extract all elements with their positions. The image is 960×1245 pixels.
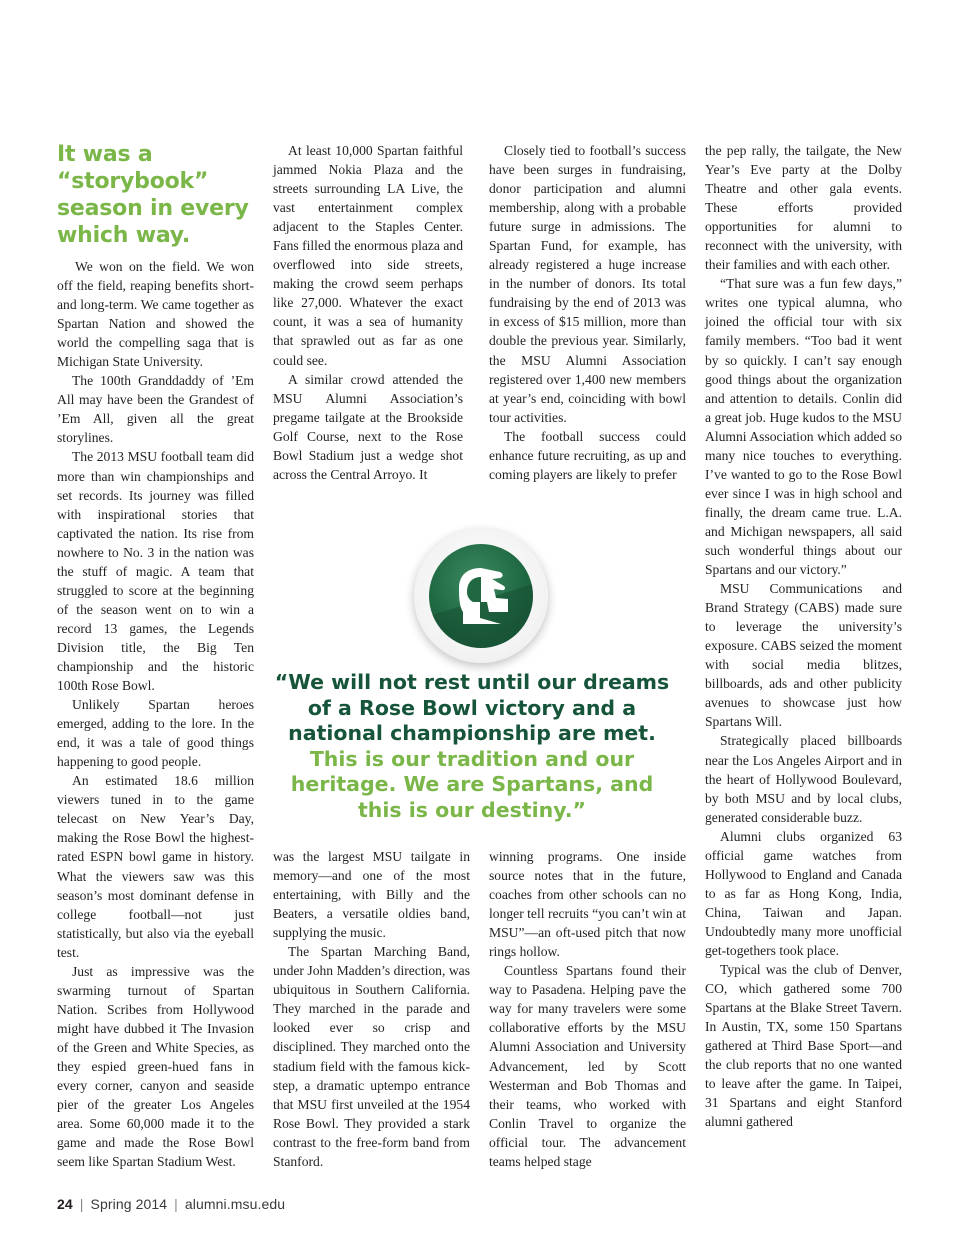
pull-quote [272,670,672,824]
col1-paragraph: The 100th Granddaddy of ’Em All may have been the Grandest of ’Em All, given all the great storylines. [57,373,254,446]
col3-paragraph: winning programs. One inside source notes that in the future, coaches from other schools can no longer tell recruits “you can’t win at MSU”—an oft-used pitch that now rings hollow. [489,849,686,960]
col1-paragraph: Just as impressive was the swarming turnout of Spartan Nation. Scribes from Hollywood might have dubbed it The Invasion of the Green and White Species, as they espied green-hued fans in every corner, canyon and seaside pier of the greater Los Angeles area. Some 60,000 made it to the game and made the Rose Bowl seem like Spartan Stadium West. [57,963,254,1170]
col1-paragraph: We won on the field. We won off the field, reaping benefits short- and long-term. We came together as Spartan Nation and showed the world the compelling saga that is Michigan State University. [57,259,254,370]
footer-divider: | [174,1196,178,1212]
col4-paragraph: Alumni clubs organized 63 official game watches from Hollywood to England and Canada to as far as Hong Kong, India, China, Taiwan and Japan. Undoubtedly many more unofficial get-togethers took place. [705,828,902,958]
col4-paragraph: “That sure was a fun few days,” writes one typical alumna, who joined the official tour with six family members. “Too bad it went by so quickly. I can’t say enough good things about the organization and attention to details. Conlin did a great job. Huge kudos to the MSU Alumni Association which added so many nice touches to everything. I’ve wanted to go to the Rose Bowl ever since I was in high school and finally, the dream came true. L.A. and Michigan newspapers, all said such wonderful things about our Spartans and our victory.” [705,276,902,578]
page-footer [57,1196,285,1212]
column-4 [705,141,902,1131]
col4-paragraph: the pep rally, the tailgate, the New Year’s Eve party at the Dolby Theatre and other gala events. These efforts provided opportunities for alumni to reconnect with the university, with their families and with each other. [705,143,902,273]
pull-quote-part1: “We will not rest until our dreams of a Rose Bowl victory and a national championship are met. [274,670,670,746]
col4-paragraph: Strategically placed billboards near the Los Angeles Airport and in the heart of Hollywood Boulevard, by both MSU and by local clubs, generated considerable buzz. [705,733,902,825]
column-1 [57,257,254,1171]
footer-divider: | [79,1196,84,1212]
col4-paragraph: Typical was the club of Denver, CO, which gathered some 700 Spartans at the Blake Street Tavern. In Austin, TX, some 150 Spartans gathered at Third Base Sport—and the club reports that no one wanted to leave after the game. In Taipei, 31 Spartans and eight Stanford alumni gathered [705,962,902,1130]
column-2-top [273,141,463,484]
col2-paragraph: The Spartan Marching Band, under John Madden’s direction, was ubiquitous in Southern California. They marched in the parade and looked ever so crisp and disciplined. They marched onto the stadium field with the famous kick-step, a dramatic uptempo entrance that MSU first unveiled at the 1954 Rose Bowl. They provided a stark contrast to the free-form band from Stanford. [273,944,470,1169]
website-link[interactable]: alumni.msu.edu [184,1196,286,1212]
pull-quote-part2: This is our tradition and our heritage. We are Spartans, and this is our destiny.” [290,746,654,822]
col2-paragraph: was the largest MSU tailgate in memory—and one of the most entertaining, with Billy and the Beaters, a versatile oldies band, supplying the music. [273,849,470,941]
column-3-top [489,141,686,484]
col3-paragraph: Closely tied to football’s success have been surges in fundraising, donor participation and alumni membership, along with a probable future surge in admissions. The Spartan Fund, for example, has already registered a huge increase in the number of donors. Its total fundraising by the end of 2013 was in excess of $15 million, more than double the previous year. Similarly, the MSU Alumni Association registered over 1,400 new members at year’s end, coinciding with bowl tour activities. [489,143,686,425]
col2-paragraph: At least 10,000 Spartan faithful jammed Nokia Plaza and the streets surrounding LA Live, the vast entertainment complex adjacent to the Staples Center. Fans filled the enormous plaza and overflowed into side streets, making the crowd seem perhaps like 27,000. Whatever the exact count, it was a sea of humanity that sprawled out as far as one could see. [273,143,463,368]
column-3-bottom [489,847,686,1171]
spartan-logo-badge [414,529,548,663]
col1-paragraph: An estimated 18.6 million viewers tuned in to the game telecast on New Year’s Day, making the Rose Bowl the highest-rated ESPN bowl game in history. What the viewers saw was this season’s most dominant defense in college football—not just statistically, but also via the eyeball test. [57,773,254,960]
col4-paragraph: MSU Communications and Brand Strategy (CABS) made sure to leverage the university’s exposure. CABS seized the moment with social media blitzes, billboards, ads and other publicity avenues to showcase just how Spartans Will. [705,581,902,730]
col1-paragraph: Unlikely Spartan heroes emerged, adding to the lore. In the end, it was a tale of good things happening to good people. [57,697,254,770]
spartan-helmet-icon [429,544,533,648]
column-2-bottom [273,847,470,1171]
col1-paragraph: The 2013 MSU football team did more than win championships and set records. Its journey was filled with inspirational stories that captivated the nation. Its rise from nowhere to No. 3 in the nation was the stuff of magic. A team that struggled to score at the beginning of the season went on to win a record 13 games, the Legends Division title, the Big Ten championship and the historic 100th Rose Bowl. [57,449,254,694]
col2-paragraph: A similar crowd attended the MSU Alumni Association’s pregame tailgate at the Brookside Golf Course, next to the Rose Bowl Stadium just a wedge shot across the Central Arroyo. It [273,371,463,482]
col3-paragraph: The football success could enhance future recruiting, as up and coming players are likely to prefer [489,428,686,482]
col3-paragraph: Countless Spartans found their way to Pasadena. Helping pave the way for many travelers were some collaborative efforts by the MSU Alumni Association and University Advancement, led by Scott Westerman and Bob Thomas and their teams, who worked with Conlin Travel to organize the official tour. The advancement teams helped stage [489,963,686,1169]
page-number: 24 [57,1196,73,1212]
headline: It was a “storybook” season in every which way. [57,142,249,248]
issue-label: Spring 2014 [90,1196,168,1212]
